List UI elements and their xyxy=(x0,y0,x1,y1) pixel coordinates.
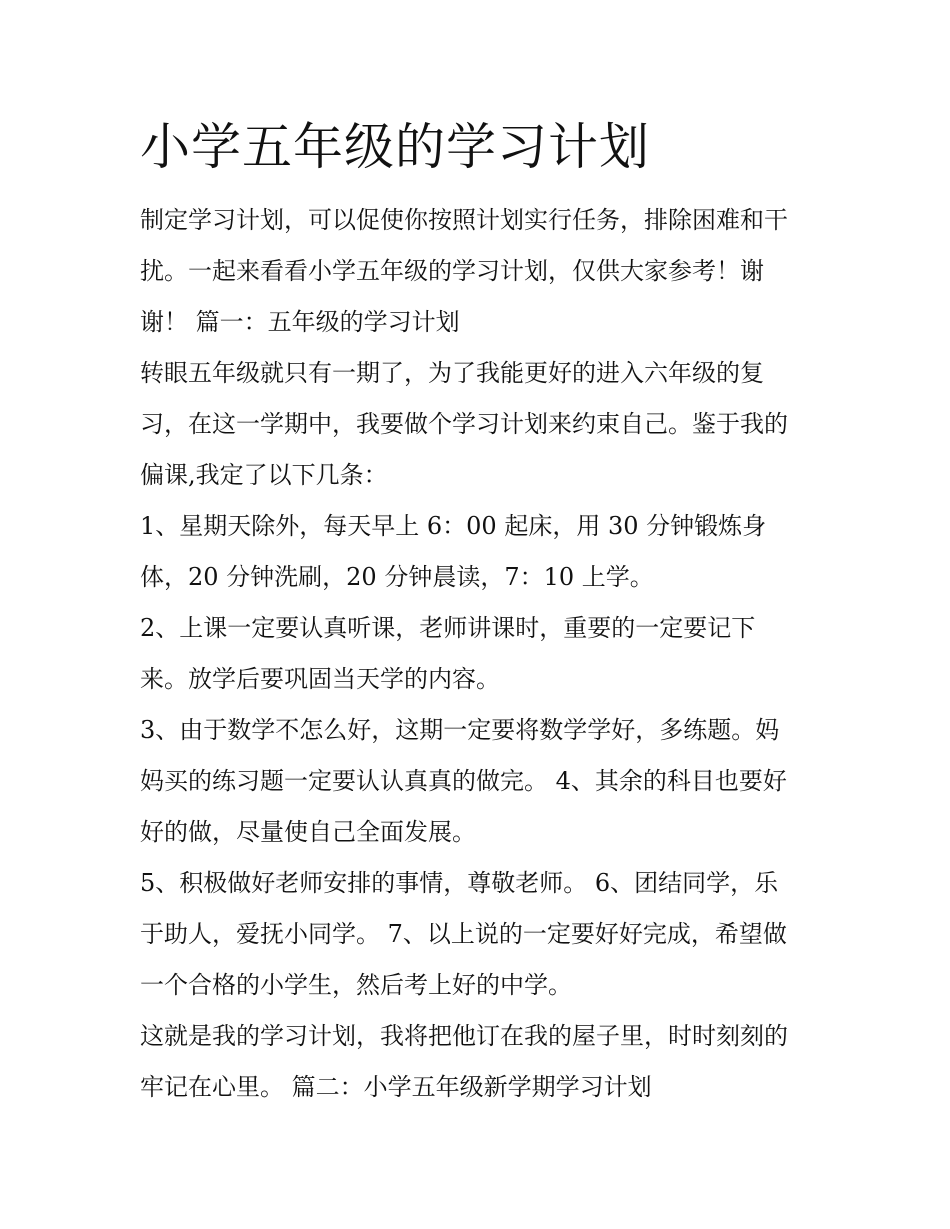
text-line: 扰。一起来看看小学五年级的学习计划，仅供大家参考！谢 xyxy=(140,257,764,285)
text-line: 于助人，爱抚小同学。 7、以上说的一定要好好完成，希望做 xyxy=(140,920,787,948)
text-line: 牢记在心里。 篇二：小学五年级新学期学习计划 xyxy=(140,1073,652,1101)
text-line: 这就是我的学习计划，我将把他订在我的屋子里，时时刻刻的 xyxy=(140,1022,788,1050)
text-line: 转眼五年级就只有一期了，为了我能更好的进入六年级的复 xyxy=(140,359,764,387)
text-line: 3、由于数学不怎么好，这期一定要将数学学好，多练题。妈 xyxy=(140,716,780,744)
document-body xyxy=(140,195,830,1113)
text-line: 来。放学后要巩固当天学的内容。 xyxy=(140,665,500,693)
text-line: 一个合格的小学生，然后考上好的中学。 xyxy=(140,971,572,999)
text-line: 5、积极做好老师安排的事情，尊敬老师。 6、团结同学，乐 xyxy=(140,869,779,897)
text-line: 习，在这一学期中，我要做个学习计划来约束自己。鉴于我的 xyxy=(140,410,788,438)
text-line: 制定学习计划，可以促使你按照计划实行任务，排除困难和干 xyxy=(140,206,788,234)
text-line: 好的做，尽量使自己全面发展。 xyxy=(140,818,476,846)
text-line: 2、上课一定要认真听课，老师讲课时，重要的一定要记下 xyxy=(140,614,756,642)
document-title: 小学五年级的学习计划 xyxy=(140,118,650,176)
text-line: 谢！ 篇一：五年级的学习计划 xyxy=(140,308,460,336)
text-line: 体，20 分钟洗刷，20 分钟晨读，7：10 上学。 xyxy=(140,563,654,591)
text-line: 1、星期天除外，每天早上 6：00 起床，用 30 分钟锻炼身 xyxy=(140,512,767,540)
text-line: 妈买的练习题一定要认认真真的做完。 4、其余的科目也要好 xyxy=(140,767,787,795)
text-line: 偏课,我定了以下几条： xyxy=(140,461,388,489)
